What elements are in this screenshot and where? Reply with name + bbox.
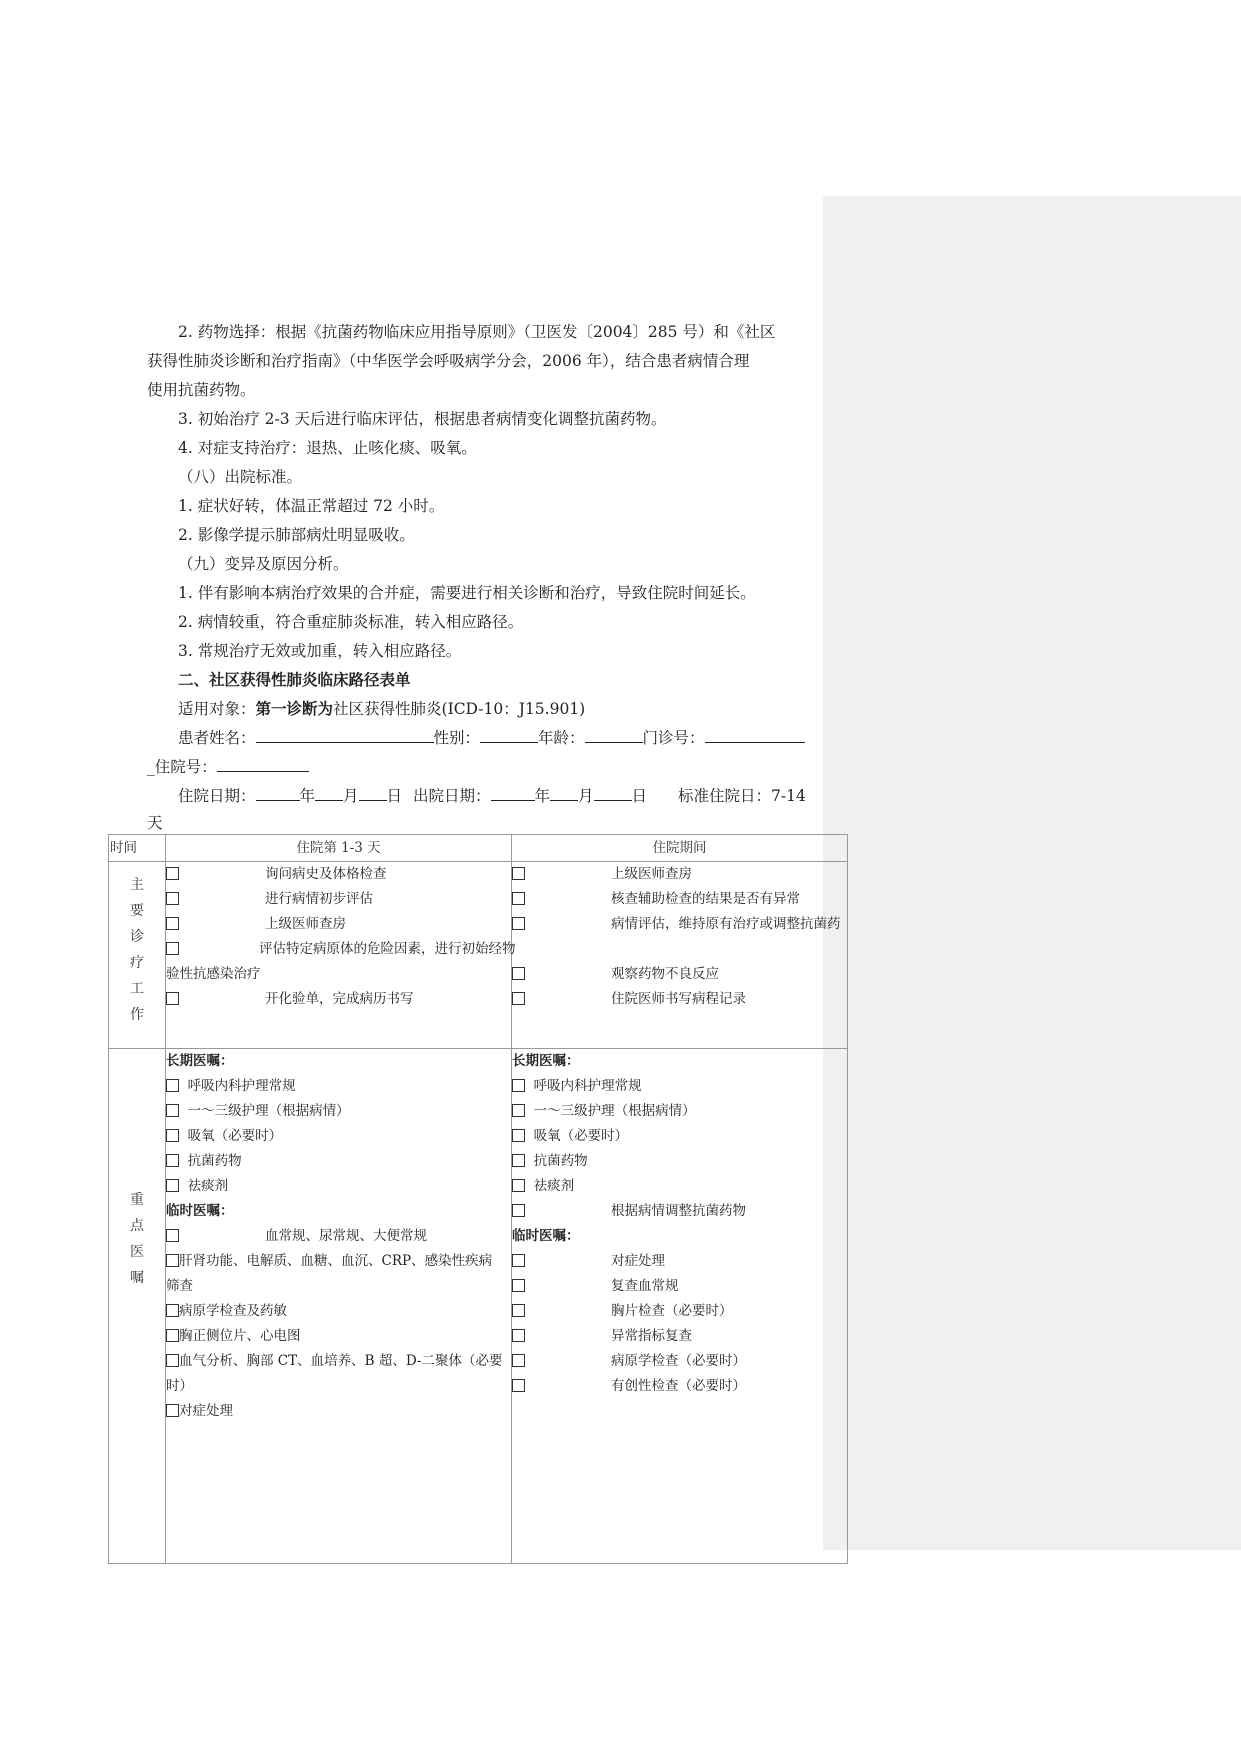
list-item[interactable]: 开化验单，完成病历书写 [166,987,511,1012]
section-variation-title: （九）变异及原因分析。 [178,555,349,573]
checkbox[interactable] [512,1154,525,1167]
inpatient-line [147,754,823,780]
list-item[interactable]: 进行病情初步评估 [166,887,511,912]
checkbox[interactable] [512,1354,525,1367]
age-label: 年龄： [538,729,585,747]
discharge-day-unit: 日 [631,787,648,805]
list-item[interactable]: 评估特定病原体的危险因素，进行初始经物 [166,937,511,962]
patient-name-label: 患者姓名： [178,729,256,747]
section-form-title: 二、社区获得性肺炎临床路径表单 [178,670,411,689]
list-item[interactable]: 血气分析、胸部 CT、血培养、B 超、D-二聚体（必要 [166,1349,511,1374]
header-time: 时间 [109,835,166,862]
list-item[interactable]: 异常指标复查 [512,1324,847,1349]
checkbox[interactable] [166,942,179,955]
comment-pane [823,196,1241,1550]
list-item[interactable]: 一～三级护理（根据病情） [166,1099,511,1124]
header-hospital-stay: 住院期间 [512,835,848,862]
list-item[interactable]: 上级医师查房 [512,862,847,887]
list-item[interactable]: 胸片检查（必要时） [512,1299,847,1324]
inpatient-number-label: 住院号： [154,758,217,776]
checkbox[interactable] [166,1079,179,1092]
checkbox[interactable] [512,1079,525,1092]
scope-bold: 第一诊断为 [255,699,334,718]
main-work-day13-cell [166,862,516,1049]
list-item[interactable]: 对症处理 [166,1399,511,1424]
admit-month-field[interactable] [315,783,343,801]
discharge-month-unit: 月 [578,787,594,805]
checkbox[interactable] [166,892,179,905]
checkbox[interactable] [512,1329,525,1342]
list-item[interactable]: 病情评估，维持原有治疗或调整抗菌药 [512,912,847,937]
admit-month-unit: 月 [343,787,359,805]
table-row-orders [109,1049,848,1564]
table-header-row [109,835,848,862]
header-day-1-3: 住院第 1-3 天 [166,835,512,862]
list-item[interactable]: 肝肾功能、电解质、血糖、血沉、CRP、感染性疾病 [166,1249,511,1274]
long-term-orders-heading: 长期医嘱： [166,1053,234,1069]
discharge-day-field[interactable] [594,783,632,801]
list-item[interactable]: 吸氧（必要时） [512,1124,847,1149]
list-item[interactable]: 询问病史及体格检查 [166,862,511,887]
inpatient-number-field[interactable] [217,754,309,772]
admit-day-field[interactable] [359,783,387,801]
list-item[interactable]: 核查辅助检查的结果是否有异常 [512,887,847,912]
list-item[interactable]: 病原学检查及药敏 [166,1299,511,1324]
list-item[interactable]: 抗菌药物 [512,1149,847,1174]
patient-name-field[interactable] [256,725,434,743]
list-item-continuation: 验性抗感染治疗 [166,966,261,982]
admit-year-unit: 年 [299,787,316,805]
dates-line [178,783,823,809]
row-label-main-work [109,862,166,1049]
checkbox[interactable] [166,917,179,930]
discharge-year-unit: 年 [534,787,551,805]
checkbox[interactable] [512,992,525,1005]
checkbox[interactable] [512,1254,525,1267]
list-item[interactable]: 呼吸内科护理常规 [512,1074,847,1099]
list-item[interactable]: 吸氧（必要时） [166,1124,511,1149]
scope-rest: 社区获得性肺炎(ICD-10：J15.901) [333,700,586,718]
variation-item-1: 1. 伴有影响本病治疗效果的合并症，需要进行相关诊断和治疗，导致住院时间延长。 [178,584,756,602]
sex-field[interactable] [480,725,538,743]
checkbox[interactable] [512,1179,525,1192]
list-item[interactable]: 抗菌药物 [166,1149,511,1174]
checkbox[interactable] [512,1379,525,1392]
checkbox[interactable] [512,1104,525,1117]
list-item[interactable]: 祛痰剂 [166,1174,511,1199]
discharge-criterion-1: 1. 症状好转，体温正常超过 72 小时。 [178,497,445,515]
admit-day-unit: 日 [386,787,403,805]
checkbox[interactable] [166,1179,179,1192]
paragraph-initial-treatment: 3. 初始治疗 2-3 天后进行临床评估，根据患者病情变化调整抗菌药物。 [178,410,667,428]
orders-label: 重 点 医 嘱 [130,1192,144,1286]
checkbox[interactable] [166,1304,179,1317]
admit-year-field[interactable] [256,783,300,801]
checkbox[interactable] [512,1304,525,1317]
scope-label: 适用对象： [178,700,256,718]
inpatient-prefix: _ [147,758,155,776]
table-row-main-work [109,862,848,1049]
clinic-number-label: 门诊号： [642,729,705,747]
checkbox[interactable] [166,992,179,1005]
clinic-number-field[interactable] [705,725,805,743]
variation-item-2: 2. 病情较重，符合重症肺炎标准，转入相应路径。 [178,613,524,631]
list-item[interactable]: 血常规、尿常规、大便常规 [166,1224,511,1249]
checkbox[interactable] [166,1229,179,1242]
checkbox[interactable] [166,1154,179,1167]
discharge-date-label: 出院日期： [413,787,491,805]
list-item[interactable]: 观察药物不良反应 [512,962,847,987]
list-item[interactable]: 呼吸内科护理常规 [166,1074,511,1099]
patient-info-line [178,725,828,751]
temporary-orders-heading: 临时医嘱： [166,1203,234,1219]
variation-item-3: 3. 常规治疗无效或加重，转入相应路径。 [178,642,462,660]
list-item[interactable]: 胸正侧位片、心电图 [166,1324,511,1349]
paragraph-drug-selection-3: 使用抗菌药物。 [147,381,256,399]
discharge-criterion-2: 2. 影像学提示肺部病灶明显吸收。 [178,526,415,544]
list-item[interactable]: 根据病情调整抗菌药物 [512,1199,847,1224]
sex-label: 性别： [433,729,481,747]
list-item[interactable]: 对症处理 [512,1249,847,1274]
age-field[interactable] [585,725,643,743]
long-term-orders-heading: 长期医嘱： [512,1053,580,1069]
checkbox[interactable] [166,1254,179,1267]
checkbox[interactable] [512,892,525,905]
list-item[interactable]: 住院医师书写病程记录 [512,987,847,1012]
list-item-continuation: 筛查 [166,1278,193,1294]
row-label-orders [109,1049,166,1564]
checkbox[interactable] [512,1129,525,1142]
main-work-stay-cell [512,862,848,1049]
checkbox[interactable] [512,967,525,980]
paragraph-drug-selection-1: 2. 药物选择：根据《抗菌药物临床应用指导原则》（卫医发〔2004〕285 号）和《社区 [178,323,776,341]
standard-stay-label: 标准住院日：7-14 [678,787,806,805]
pathway-form-table [108,834,848,1564]
checkbox[interactable] [512,917,525,930]
document-body [0,0,823,840]
section-discharge-title: （八）出院标准。 [178,468,303,486]
admit-date-label: 住院日期： [178,787,256,805]
discharge-year-field[interactable] [491,783,535,801]
list-item[interactable]: 有创性检查（必要时） [512,1374,847,1399]
list-item[interactable]: 复查血常规 [512,1274,847,1299]
checkbox[interactable] [166,1354,179,1367]
standard-stay-unit: 天 [147,814,163,832]
paragraph-symptomatic-treatment: 4. 对症支持治疗：退热、止咳化痰、吸氧。 [178,439,477,457]
checkbox[interactable] [166,1404,179,1417]
paragraph-drug-selection-2: 获得性肺炎诊断和治疗指南》（中华医学会呼吸病学分会，2006 年），结合患者病情合理 [147,352,750,370]
list-item[interactable]: 一～三级护理（根据病情） [512,1099,847,1124]
list-item[interactable]: 祛痰剂 [512,1174,847,1199]
main-work-label: 主 要 诊 疗 工 作 [130,877,144,1023]
list-item-continuation: 时） [166,1378,193,1394]
orders-stay-cell [512,1049,848,1564]
list-item[interactable]: 上级医师查房 [166,912,511,937]
checkbox[interactable] [166,1329,179,1342]
orders-day13-cell [166,1049,512,1564]
temporary-orders-heading: 临时医嘱： [512,1228,580,1244]
checkbox[interactable] [512,1204,525,1217]
checkbox[interactable] [166,1129,179,1142]
checkbox[interactable] [512,867,525,880]
checkbox[interactable] [166,1104,179,1117]
checkbox[interactable] [512,1279,525,1292]
checkbox[interactable] [166,867,179,880]
discharge-month-field[interactable] [550,783,578,801]
scope-line [178,696,854,722]
list-item[interactable]: 病原学检查（必要时） [512,1349,847,1374]
